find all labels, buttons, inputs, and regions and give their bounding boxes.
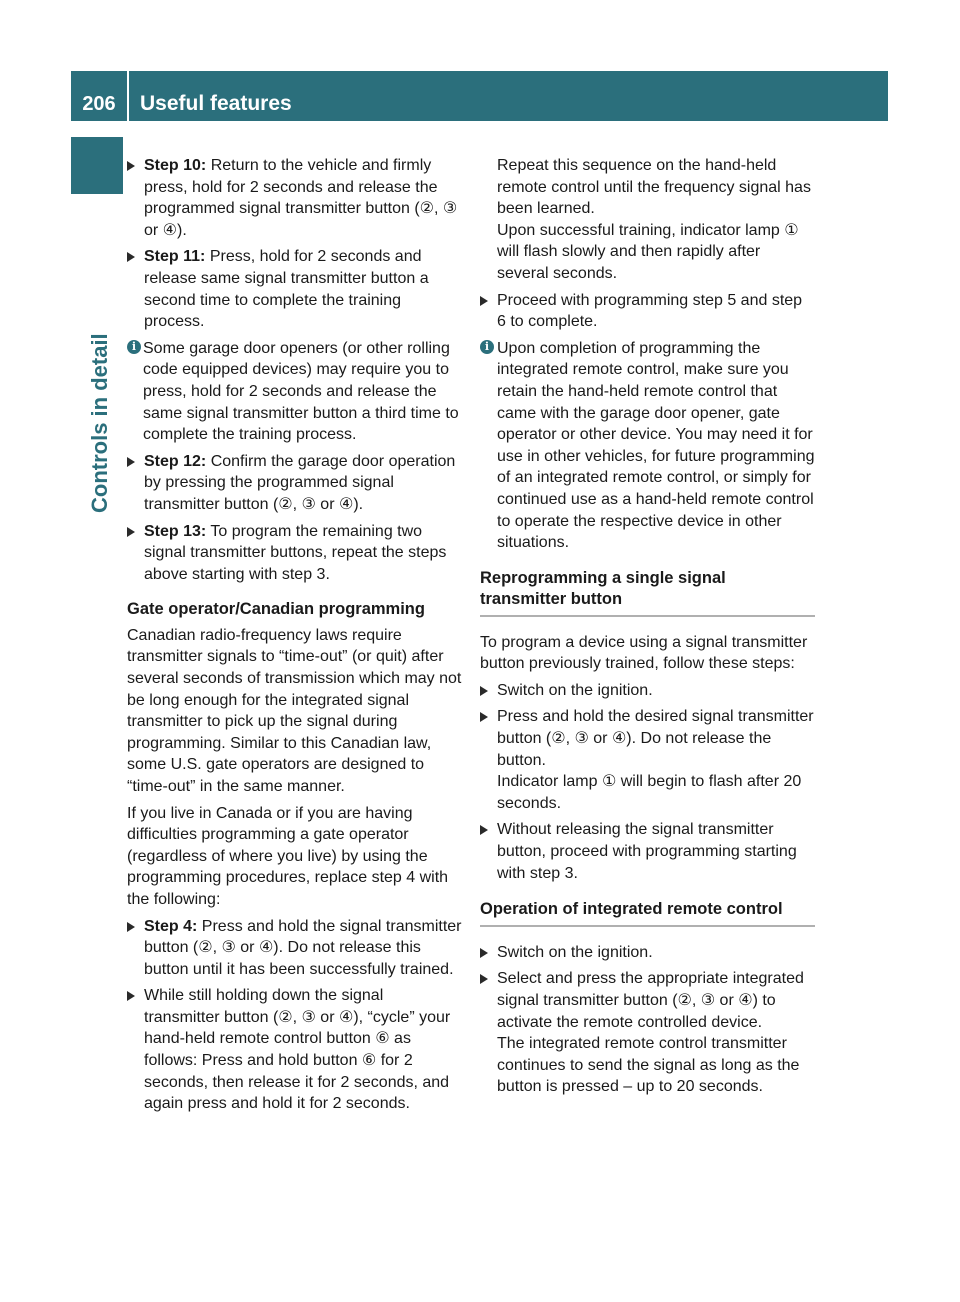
step-text: Return to the vehicle and firmly press, hold for 2 seconds and release the programmed signal transmitter button (②, ③ or ④). [144, 157, 458, 239]
step-text: Switch on the ignition. [497, 943, 653, 961]
gate-paragraph-1: Canadian radio-frequency laws require transmitter signals to “time-out” (or quit) after several seconds of transmission which may not be long enough for the integrated signal transmitter to pick up the signal during programming. Similar to this Canadian law, some U.S. gate operators are designed to “time-out” in the same manner. [127, 626, 462, 795]
repeat-paragraph-2: Upon successful training, indicator lamp ① will flash slowly and then rapidly after several seconds. [497, 221, 799, 282]
bullet-arrow-icon [127, 527, 135, 537]
reprog-step-3 [480, 819, 815, 884]
step-text: Press and hold the signal transmitter button (②, ③ or ④). Do not release this button until it has been successfully trained. [144, 917, 462, 978]
cycle-step [127, 985, 462, 1115]
gate-heading: Gate operator/Canadian programming [127, 600, 425, 619]
proceed-step [480, 290, 815, 333]
step-text: Proceed with programming step 5 and step 6 to complete. [497, 291, 803, 331]
step-10 [127, 155, 462, 241]
step-label: Step 4: [144, 917, 198, 935]
left-column [127, 155, 462, 1120]
info-icon: i [127, 340, 141, 354]
step-text-2: Indicator lamp ① will begin to flash after 20 seconds. [497, 773, 802, 812]
repeat-paragraph-1: Repeat this sequence on the hand-held remote control until the frequency signal has been learned. [497, 157, 811, 218]
info-text: Some garage door openers (or other rolling code equipped devices) may require you to press, hold for 2 seconds and release the same signal transmitter button a third time to complete the training process. [143, 339, 459, 444]
step-text-2: The integrated remote control transmitter continues to send the signal as long as the button is pressed – up to 20 seconds. [497, 1035, 800, 1096]
step-label: Step 10: [144, 157, 207, 174]
step-11 [127, 246, 462, 332]
bullet-arrow-icon [480, 974, 488, 984]
page-number: 206 [82, 93, 116, 115]
bullet-arrow-icon [127, 991, 135, 1001]
bullet-arrow-icon [127, 161, 135, 171]
operation-heading: Operation of integrated remote control [480, 899, 815, 927]
step-label: Step 12: [144, 452, 207, 470]
reprogramming-heading: Reprogramming a single signal transmitter button [480, 568, 815, 617]
bullet-arrow-icon [480, 686, 488, 696]
step-text: Confirm the garage door operation by pressing the programmed signal transmitter button (②, ③ or ④). [144, 452, 456, 513]
step-text: Without releasing the signal transmitter button, proceed with programming starting with step 3. [497, 821, 797, 882]
step-label: Step 13: [144, 522, 207, 540]
step-4 [127, 916, 462, 981]
bullet-arrow-icon [480, 948, 488, 958]
gate-paragraph-2: If you live in Canada or if you are having difficulties programming a gate operator (regardless of where you live) by using the programming procedures, replace step 4 with the following: [127, 804, 449, 908]
side-label [81, 333, 113, 545]
info-note-2 [480, 338, 815, 554]
bullet-arrow-icon [480, 825, 488, 835]
step-text: While still holding down the signal transmitter button (②, ③ or ④), “cycle” your hand-held remote control button ⑥ as follows: Press and hold button ⑥ for 2 seconds, then release it for 2 seconds, and again press and hold it for 2 seconds. [144, 987, 451, 1113]
step-text: Press and hold the desired signal transmitter button (②, ③ or ④). Do not release the button. [497, 708, 814, 769]
step-text: Switch on the ignition. [497, 681, 653, 699]
right-column [480, 155, 815, 1103]
step-text: Press, hold for 2 seconds and release same signal transmitter button a second time to complete the training process. [144, 248, 429, 331]
bullet-arrow-icon [127, 252, 135, 262]
info-icon: i [480, 340, 494, 354]
header-divider [127, 71, 129, 121]
bullet-arrow-icon [127, 922, 135, 932]
bullet-arrow-icon [480, 712, 488, 722]
reprogramming-intro: To program a device using a signal transmitter button previously trained, follow these steps: [480, 633, 808, 673]
step-label: Step 11: [144, 248, 206, 266]
info-text: Upon completion of programming the integrated remote control, make sure you retain the hand-held remote control that came with the garage door opener, gate operator or other device. You may need it for use in other vehicles, for future programming of an integrated remote control, or simply for continued use as a hand-held remote control to operate the respective device in other situations. [497, 339, 815, 552]
step-text: Select and press the appropriate integrated signal transmitter button (②, ③ or ④) to activate the remote controlled device. [497, 970, 804, 1031]
reprog-step-1 [480, 680, 815, 702]
bullet-arrow-icon [480, 296, 488, 306]
step-text: To program the remaining two signal transmitter buttons, repeat the steps above starting with step 3. [144, 522, 447, 583]
reprog-step-2 [480, 706, 815, 814]
repeat-block [480, 155, 815, 285]
op-step-1 [480, 942, 815, 964]
section-title: Useful features [140, 92, 292, 115]
op-step-2 [480, 968, 815, 1098]
info-note [127, 338, 462, 446]
side-tab [71, 137, 123, 194]
side-label-text: Controls in detail [87, 333, 112, 513]
bullet-arrow-icon [127, 457, 135, 467]
step-13 [127, 521, 462, 586]
step-12 [127, 451, 462, 516]
